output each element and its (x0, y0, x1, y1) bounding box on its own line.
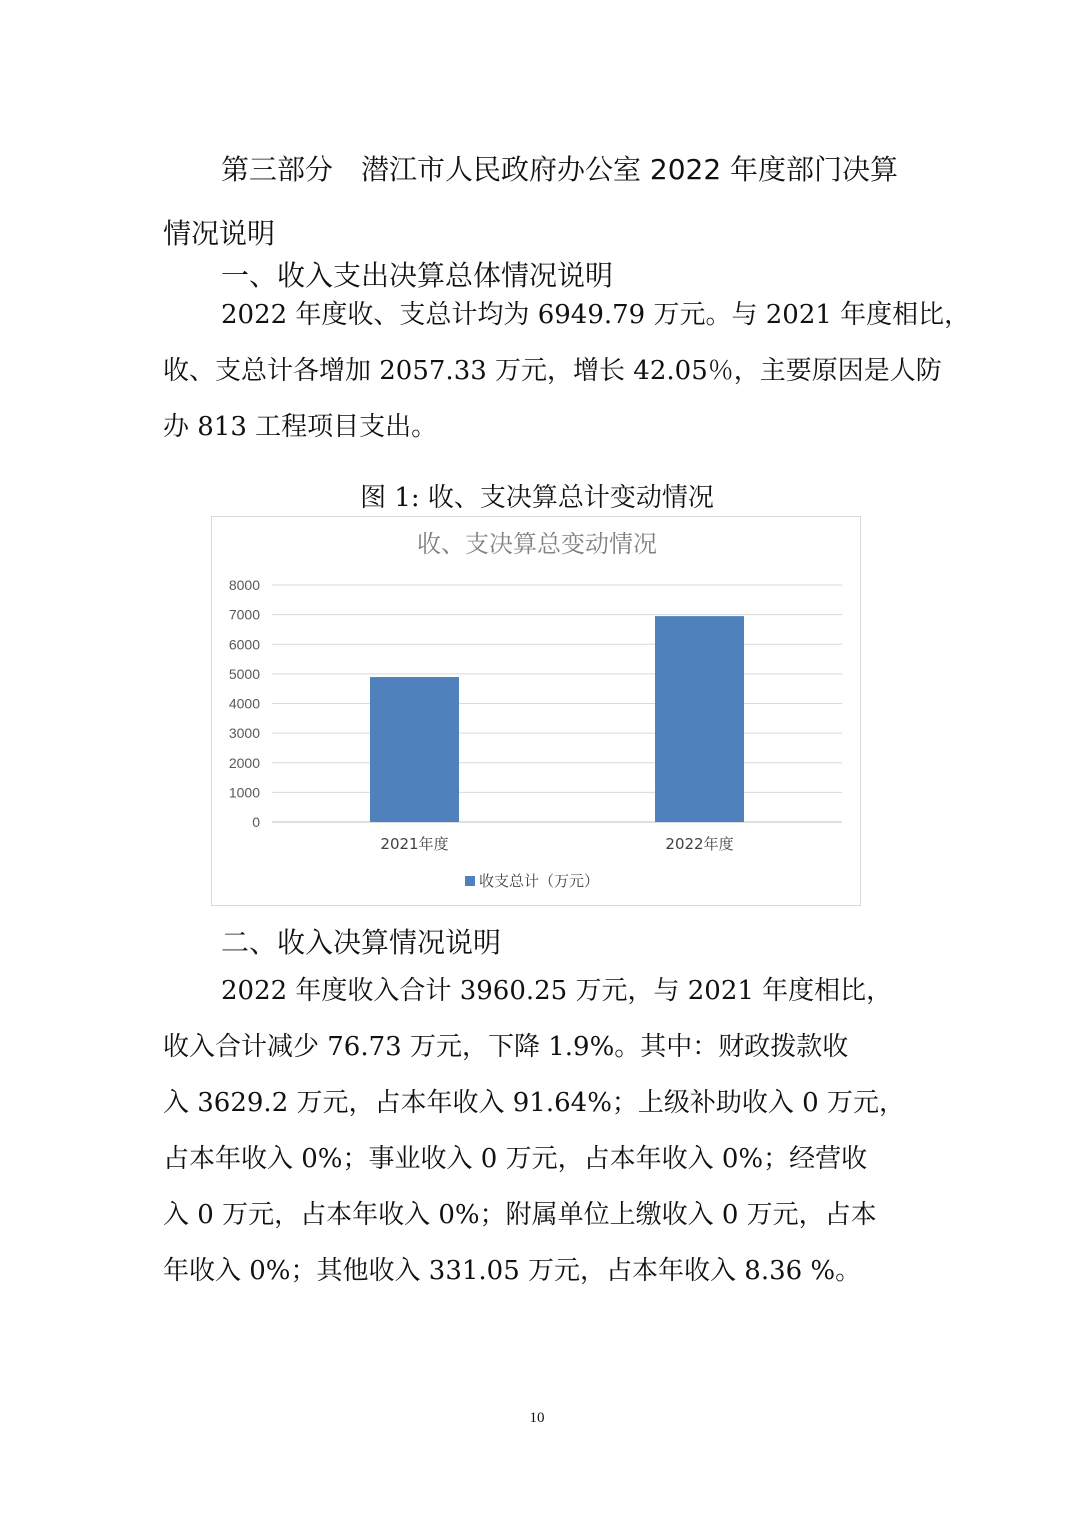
section2-line: 入 0 万元，占本年收入 0%；附属单位上缴收入 0 万元，占本 (163, 1200, 877, 1230)
page-title-line1: 第三部分 潜江市人民政府办公室 2022 年度部门决算 (221, 153, 899, 186)
bar-chart (211, 516, 861, 906)
section2-line: 占本年收入 0%；事业收入 0 万元，占本年收入 0%；经营收 (163, 1144, 868, 1174)
y-tick-label: 5000 (228, 665, 260, 682)
page-number: 10 (529, 1410, 545, 1426)
bar (655, 616, 744, 822)
figure-caption: 图 1: 收、支决算总计变动情况 (360, 483, 714, 513)
x-tick-label: 2022年度 (665, 835, 734, 853)
section1-paragraph (163, 287, 983, 455)
section2-line: 年收入 0%；其他收入 331.05 万元，占本年收入 8.36 %。 (163, 1256, 862, 1286)
section2-line: 2022 年度收入合计 3960.25 万元，与 2021 年度相比， (221, 976, 893, 1006)
section2-heading: 二、收入决算情况说明 (221, 926, 502, 959)
y-tick-label: 1000 (228, 784, 260, 801)
section2-paragraph (163, 963, 923, 1299)
y-tick-label: 4000 (228, 695, 260, 712)
page-title-line2: 情况说明 (163, 217, 276, 250)
legend-label: 收支总计（万元） (479, 872, 600, 890)
section1-line: 办 813 工程项目支出。 (163, 412, 438, 442)
y-tick-label: 6000 (228, 636, 260, 653)
page-title (163, 138, 923, 266)
legend-swatch (465, 876, 475, 886)
section2-line: 入 3629.2 万元，占本年收入 91.64%；上级补助收入 0 万元， (163, 1088, 905, 1118)
chart-title: 收、支决算总变动情况 (417, 530, 657, 558)
y-tick-label: 3000 (228, 725, 260, 742)
section1-line: 收、支总计各增加 2057.33 万元，增长 42.05％，主要原因是人防 (163, 356, 942, 386)
section1-line: 2022 年度收、支总计均为 6949.79 万元。与 2021 年度相比， (221, 300, 971, 330)
x-tick-label: 2021年度 (380, 835, 449, 853)
bar (370, 677, 459, 822)
bar-chart-svg (212, 517, 862, 907)
y-tick-label: 7000 (228, 606, 260, 623)
section2-line: 收入合计减少 76.73 万元，下降 1.9%。其中：财政拨款收 (163, 1032, 849, 1062)
y-tick-label: 8000 (228, 577, 260, 593)
section1-heading: 一、收入支出决算总体情况说明 (221, 259, 614, 292)
y-tick-label: 2000 (228, 754, 260, 771)
y-tick-label: 0 (252, 814, 260, 830)
